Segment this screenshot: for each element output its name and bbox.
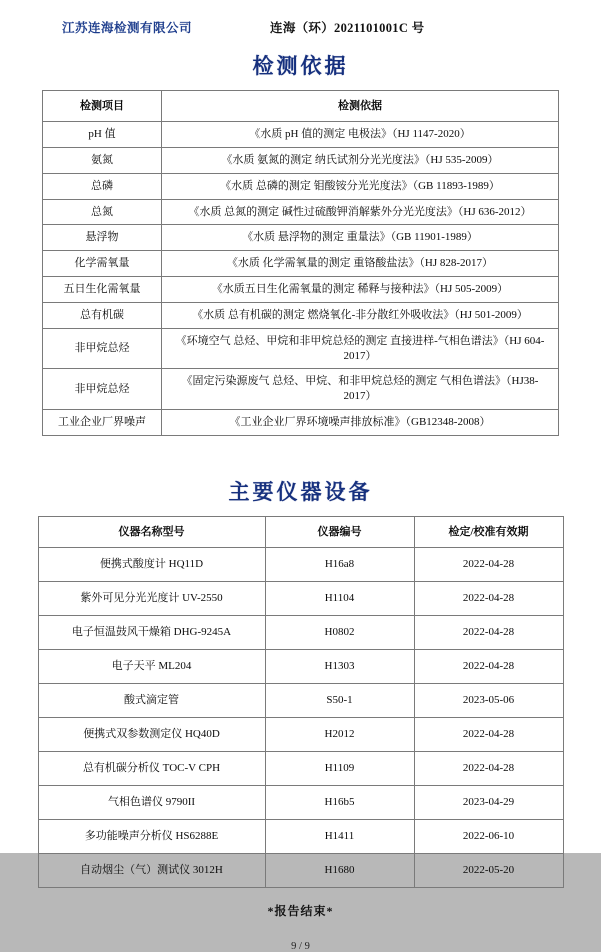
table-header-row xyxy=(38,516,563,547)
cell-equipment-no: H16a8 xyxy=(265,547,414,581)
page-number: 9 / 9 xyxy=(291,940,310,952)
column-header-validity: 检定/校准有效期 xyxy=(414,516,563,547)
document-header xyxy=(32,0,569,36)
cell-basis: 《水质 悬浮物的测定 重量法》（GB 11901-1989） xyxy=(162,225,559,251)
cell-item: 化学需氧量 xyxy=(43,251,162,277)
column-header-equipment-name: 仪器名称型号 xyxy=(38,516,265,547)
cell-validity: 2022-06-10 xyxy=(414,819,563,853)
test-basis-table xyxy=(42,90,559,436)
page-content xyxy=(32,0,569,952)
cell-validity: 2022-04-28 xyxy=(414,751,563,785)
cell-equipment-no: H1303 xyxy=(265,649,414,683)
table-row xyxy=(38,615,563,649)
cell-basis: 《水质 化学需氧量的测定 重铬酸盐法》（HJ 828-2017） xyxy=(162,251,559,277)
equipment-table xyxy=(38,516,564,888)
cell-basis: 《环境空气 总烃、甲烷和非甲烷总烃的测定 直接进样-气相色谱法》（HJ 604-2017） xyxy=(162,328,559,369)
cell-equipment-name: 便携式双参数测定仪 HQ40D xyxy=(38,717,265,751)
cell-item: 氨氮 xyxy=(43,147,162,173)
report-end-mark: *报告结束* xyxy=(267,903,334,918)
cell-validity: 2022-04-28 xyxy=(414,547,563,581)
cell-basis: 《水质 总氮的测定 碱性过硫酸钾消解紫外分光光度法》（HJ 636-2012） xyxy=(162,199,559,225)
cell-equipment-no: S50-1 xyxy=(265,683,414,717)
cell-item: 非甲烷总烃 xyxy=(43,369,162,410)
cell-validity: 2022-04-28 xyxy=(414,717,563,751)
cell-equipment-name: 紫外可见分光光度计 UV-2550 xyxy=(38,581,265,615)
cell-equipment-no: H0802 xyxy=(265,615,414,649)
cell-item: 总有机碳 xyxy=(43,302,162,328)
cell-basis: 《水质 氨氮的测定 纳氏试剂分光光度法》（HJ 535-2009） xyxy=(162,147,559,173)
cell-basis: 《工业企业厂界环境噪声排放标准》（GB12348-2008） xyxy=(162,410,559,436)
cell-item: 总氮 xyxy=(43,199,162,225)
cell-equipment-name: 电子天平 ML204 xyxy=(38,649,265,683)
cell-equipment-name: 多功能噪声分析仪 HS6288E xyxy=(38,819,265,853)
table-row xyxy=(43,410,559,436)
cell-equipment-no: H2012 xyxy=(265,717,414,751)
cell-basis: 《水质 总有机碳的测定 燃烧氧化-非分散红外吸收法》（HJ 501-2009） xyxy=(162,302,559,328)
table-row xyxy=(38,547,563,581)
section-title-basis: 检测依据 xyxy=(252,54,349,78)
cell-validity: 2023-04-29 xyxy=(414,785,563,819)
cell-validity: 2022-04-28 xyxy=(414,615,563,649)
cell-item: 总磷 xyxy=(43,173,162,199)
cell-equipment-no: H1411 xyxy=(265,819,414,853)
table-row xyxy=(38,717,563,751)
table-row xyxy=(38,785,563,819)
cell-equipment-name: 自动烟尘（气）测试仪 3012H xyxy=(38,853,265,887)
cell-basis: 《水质 总磷的测定 钼酸铵分光光度法》（GB 11893-1989） xyxy=(162,173,559,199)
cell-item: pH 值 xyxy=(43,122,162,148)
cell-validity: 2023-05-06 xyxy=(414,683,563,717)
cell-equipment-name: 气相色谱仪 9790II xyxy=(38,785,265,819)
cell-validity: 2022-04-28 xyxy=(414,581,563,615)
table-row xyxy=(43,328,559,369)
table-row xyxy=(43,302,559,328)
table-row xyxy=(38,683,563,717)
table-row xyxy=(43,147,559,173)
report-number: 连海（环）2021101001C 号 xyxy=(270,21,425,35)
cell-item: 非甲烷总烃 xyxy=(43,328,162,369)
section-spacer xyxy=(32,436,569,462)
cell-equipment-no: H1109 xyxy=(265,751,414,785)
cell-equipment-no: H16b5 xyxy=(265,785,414,819)
cell-item: 五日生化需氧量 xyxy=(43,277,162,303)
cell-basis: 《水质 pH 值的测定 电极法》（HJ 1147-2020） xyxy=(162,122,559,148)
cell-basis: 《固定污染源废气 总烃、甲烷、和非甲烷总烃的测定 气相色谱法》（HJ38-2017） xyxy=(162,369,559,410)
table-row xyxy=(38,581,563,615)
cell-equipment-name: 便携式酸度计 HQ11D xyxy=(38,547,265,581)
cell-equipment-name: 酸式滴定管 xyxy=(38,683,265,717)
table-row xyxy=(43,199,559,225)
table-row xyxy=(38,853,563,887)
company-name: 江苏连海检测有限公司 xyxy=(62,21,193,35)
table-row xyxy=(43,369,559,410)
cell-equipment-name: 电子恒温鼓风干燥箱 DHG-9245A xyxy=(38,615,265,649)
column-header-basis: 检测依据 xyxy=(162,91,559,122)
cell-validity: 2022-04-28 xyxy=(414,649,563,683)
table-row xyxy=(43,277,559,303)
cell-basis: 《水质五日生化需氧量的测定 稀释与接种法》（HJ 505-2009） xyxy=(162,277,559,303)
table-row xyxy=(43,122,559,148)
table-row xyxy=(38,819,563,853)
column-header-item: 检测项目 xyxy=(43,91,162,122)
cell-equipment-no: H1104 xyxy=(265,581,414,615)
column-header-equipment-no: 仪器编号 xyxy=(265,516,414,547)
table-row xyxy=(43,251,559,277)
cell-equipment-no: H1680 xyxy=(265,853,414,887)
cell-item: 工业企业厂界噪声 xyxy=(43,410,162,436)
table-row xyxy=(38,751,563,785)
table-header-row xyxy=(43,91,559,122)
table-row xyxy=(38,649,563,683)
cell-item: 悬浮物 xyxy=(43,225,162,251)
cell-validity: 2022-05-20 xyxy=(414,853,563,887)
table-row xyxy=(43,173,559,199)
section-title-equipment: 主要仪器设备 xyxy=(228,479,373,504)
table-row xyxy=(43,225,559,251)
cell-equipment-name: 总有机碳分析仪 TOC-V CPH xyxy=(38,751,265,785)
